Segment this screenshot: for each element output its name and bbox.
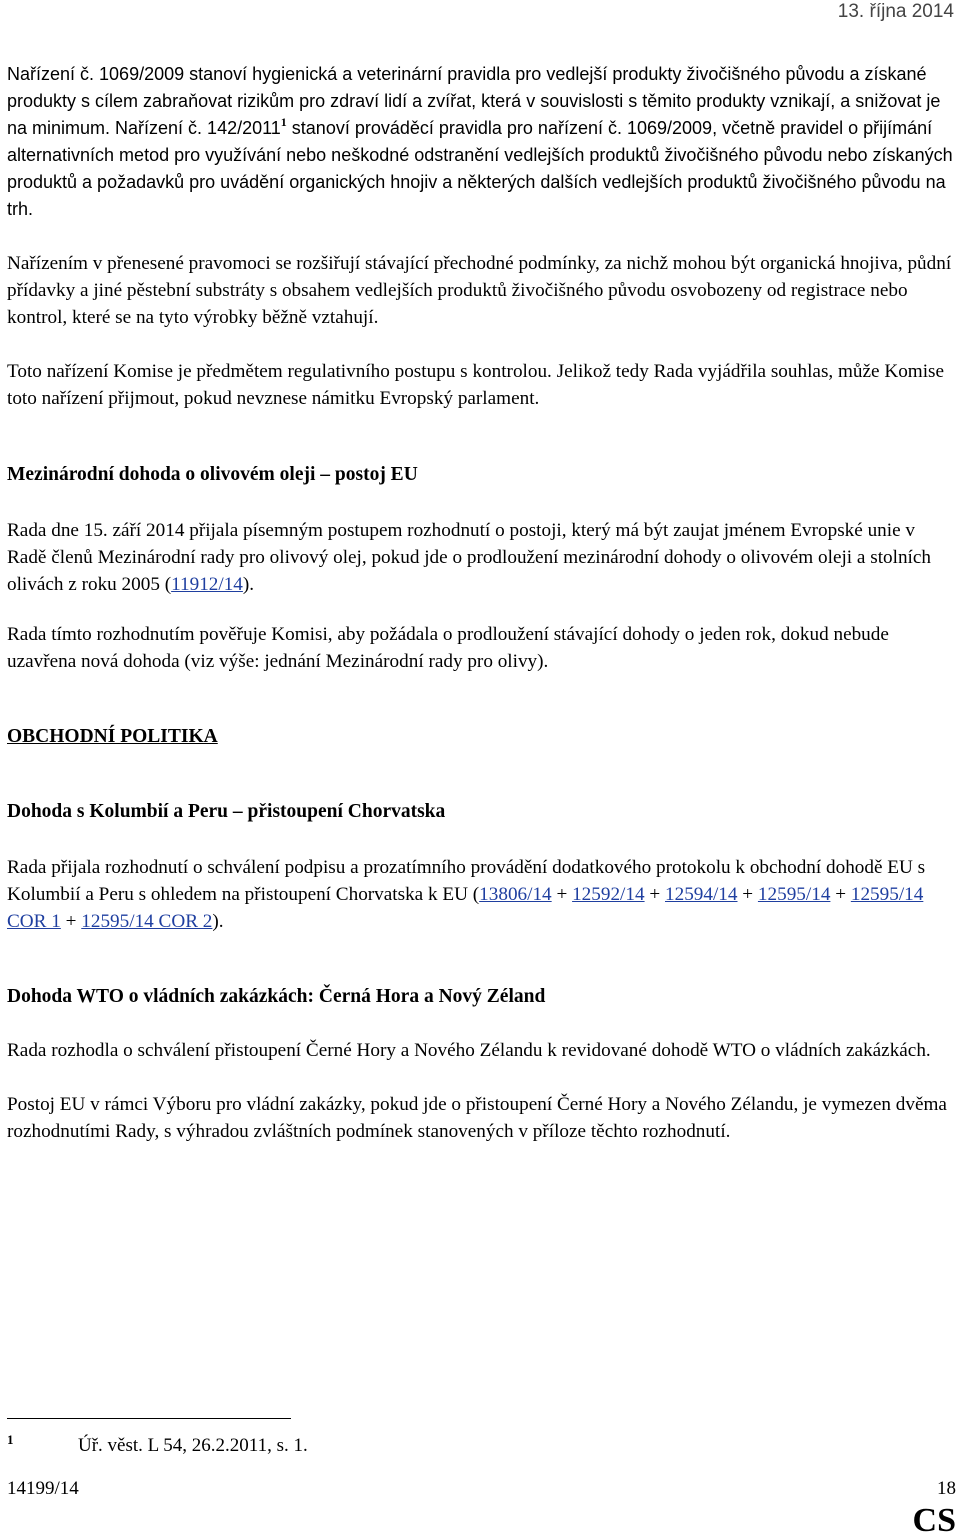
paragraph-text: ). bbox=[212, 911, 224, 932]
section-heading-trade-policy: OBCHODNÍ POLITIKA bbox=[7, 726, 218, 747]
footnote-marker[interactable]: 1 bbox=[280, 114, 287, 129]
document-link-12595[interactable]: 12595/14 bbox=[757, 884, 831, 905]
paragraph-olive-oil-decision bbox=[7, 517, 955, 598]
document-body bbox=[7, 61, 955, 1145]
document-link-12594[interactable]: 12594/14 bbox=[665, 884, 738, 905]
paragraph-wto-accession: Rada rozhodla o schválení přistoupení Černé Hory a Nového Zélandu k revidované dohodě WTO o vládních zakázkách. bbox=[7, 1040, 931, 1061]
paragraph-colombia-peru-decision bbox=[7, 854, 955, 935]
separator: + bbox=[737, 884, 758, 905]
separator: + bbox=[644, 884, 665, 905]
document-link-12595-cor2[interactable]: 12595/14 COR 2 bbox=[81, 911, 213, 932]
separator: + bbox=[830, 884, 851, 905]
paragraph-text: Rada přijala rozhodnutí o schválení podpisu a prozatímního provádění dodatkového protokolu k obchodní dohodě EU s Kolumbií a Peru s ohledem na přistoupení Chorvatska k EU ( bbox=[7, 857, 926, 905]
paragraph-text: Rada dne 15. září 2014 přijala písemným postupem rozhodnutí o postoji, který má být zaujat jménem Evropské unie v Radě členů Mezinárodní rady pro olivový olej, pokud jde o prodloužení mezinárodní dohody o olivovém oleji a stolních olivách z roku 2005 ( bbox=[7, 520, 931, 595]
footnote-number: 1 bbox=[7, 1432, 14, 1447]
separator: + bbox=[60, 911, 82, 932]
paragraph-regulation-intro bbox=[7, 61, 955, 223]
section-heading-olive-oil: Mezinárodní dohoda o olivovém oleji – postoj EU bbox=[7, 464, 418, 485]
paragraph-text: ). bbox=[242, 574, 255, 595]
header-date: 13. října 2014 bbox=[837, 1, 954, 22]
footer-page-number: 18 bbox=[937, 1478, 956, 1499]
footnote-text: Úř. věst. L 54, 26.2.2011, s. 1. bbox=[78, 1435, 308, 1456]
separator: + bbox=[551, 884, 573, 905]
section-heading-wto-procurement: Dohoda WTO o vládních zakázkách: Černá Hora a Nový Zéland bbox=[7, 986, 546, 1007]
footnote-divider bbox=[7, 1418, 291, 1419]
paragraph-regulatory-procedure: Toto nařízení Komise je předmětem regulativního postupu s kontrolou. Jelikož tedy Rada vyjádřila souhlas, může Komise toto nařízení přijmout, pokud nevznese námitku Evropský parlament. bbox=[7, 361, 945, 409]
paragraph-text: stanoví prováděcí pravidla pro nařízení č. 1069/2009, včetně pravidel o přijímání alternativních metod pro využívání nebo neškodné odstranění vedlejších produktů živočišného původu nebo získaných produktů a požadavků pro uvádění organických hnojiv a některých dalších vedlejších produktů živočišného původu na trh. bbox=[7, 118, 953, 219]
document-link-13806[interactable]: 13806/14 bbox=[479, 884, 552, 905]
paragraph-olive-oil-extension: Rada tímto rozhodnutím pověřuje Komisi, aby požádala o prodloužení stávající dohody o jeden rok, dokud nebude uzavřena nová dohoda (viz výše: jednání Mezinárodní rady pro olivy). bbox=[7, 624, 889, 672]
footer-document-number: 14199/14 bbox=[7, 1478, 79, 1499]
document-link-12595-cor1[interactable]: 12595/14 COR 1 bbox=[7, 884, 924, 932]
document-link-12592[interactable]: 12592/14 bbox=[572, 884, 645, 905]
paragraph-eu-position: Postoj EU v rámci Výboru pro vládní zakázky, pokud jde o přistoupení Černé Hory a Nového Zélandu, je vymezen dvěma rozhodnutími Rady, s výhradou zvláštních podmínek stanovených v příloze těchto rozhodnutí. bbox=[7, 1094, 947, 1142]
paragraph-transitional-conditions: Nařízením v přenesené pravomoci se rozšiřují stávající přechodné podmínky, za nichž mohou být organická hnojiva, půdní přídavky a jiné pěstební substráty s obsahem vedlejších produktů živočišného původu osvobozeny od registrace nebo kontrol, které se na tyto výrobky běžně vztahují. bbox=[7, 253, 952, 328]
section-heading-colombia-peru: Dohoda s Kolumbií a Peru – přistoupení Chorvatska bbox=[7, 801, 446, 822]
document-link-11912[interactable]: 11912/14 bbox=[171, 574, 243, 595]
paragraph-text: Nařízení č. 1069/2009 stanoví hygienická a veterinární pravidla pro vedlejší produkty živočišného původu a získané produkty s cílem zabraňovat rizikům pro zdraví lidí a zvířat, která v souvislosti s těmito produkty vznikají, a snižovat je na minimum. Nařízení č. 142/2011 bbox=[7, 64, 941, 138]
footer-language-code: CS bbox=[912, 1502, 956, 1539]
